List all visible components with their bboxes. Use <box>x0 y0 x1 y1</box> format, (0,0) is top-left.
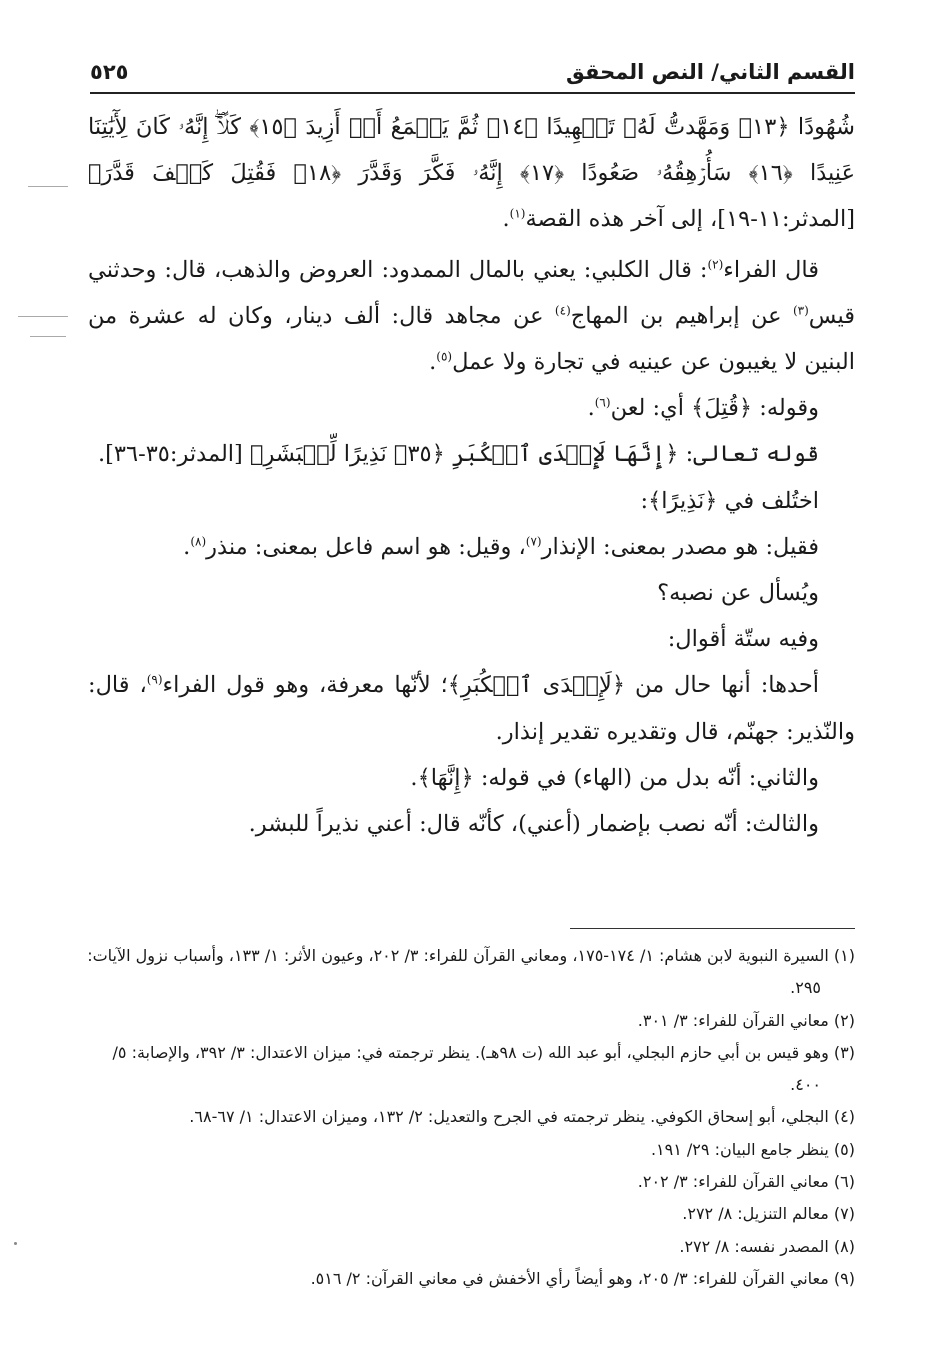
page-number: ٥٢٥ <box>90 60 129 84</box>
footnote-ref: (٤) <box>554 303 571 318</box>
page-header <box>90 54 855 94</box>
paragraph-verse-35: قوله تعالى: ﴿إِنَّهَا لَإِحۡدَى ٱلۡكُبَرِ ﴿٣٥﴾ نَذِيرًا لِّلۡبَشَرِ﴾ [المدثر:٣٥-٣٦]. <box>97 441 819 468</box>
paragraph-question: ويُسأل عن نصبه؟ <box>657 580 819 607</box>
footnote-9: (٩) معاني القرآن للفراء: ٣/ ٢٠٥، وهو أيضاً رأي الأخفش في معاني القرآن: ٢/ ٥١٦. <box>310 1268 855 1288</box>
main-text <box>88 104 855 847</box>
footnote-ref: (٨) <box>190 534 207 549</box>
footnote-ref: (٦) <box>594 395 611 410</box>
margin-mark <box>30 336 66 337</box>
margin-mark <box>28 186 68 187</box>
paragraph-nadhir: اختُلف في ﴿نَذِيرًا﴾: <box>640 487 819 514</box>
footnote-ref: (١) <box>509 206 526 221</box>
paragraph-opinions: فقيل: هو مصدر بمعنى: الإنذار$^{(٧)}$، وقيل: هو اسم فاعل بمعنى: منذر$^{(٨)}$. <box>183 533 819 560</box>
scan-speck <box>14 1242 17 1245</box>
paragraph-six-views: وفيه ستّة أقوال: <box>667 626 819 653</box>
footnote-8: (٨) المصدر نفسه: ٨/ ٢٧٢. <box>679 1236 855 1256</box>
footnote-rule <box>570 928 855 929</box>
footnote-5: (٥) ينظر جامع البيان: ٢٩/ ١٩١. <box>650 1139 855 1159</box>
footnote-4: (٤) البجلي، أبو إسحاق الكوفي. ينظر ترجمته في الجرح والتعديل: ٢/ ١٣٢، وميزان الاعتدال: ١/ ٦٧-٦٨. <box>189 1107 855 1127</box>
footnote-ref: (٩) <box>146 672 163 687</box>
footnote-7: (٧) معالم التنزيل: ٨/ ٢٧٢. <box>682 1204 855 1224</box>
footnote-2: (٢) معاني القرآن للفراء: ٣/ ٣٠١. <box>637 1010 855 1030</box>
footnote-ref: (٧) <box>525 534 542 549</box>
footnote-6: (٦) معاني القرآن للفراء: ٣/ ٢٠٢. <box>637 1172 855 1192</box>
margin-mark <box>18 316 68 317</box>
paragraph-qutila: وقوله: ﴿قُتِلَ﴾ أي: لعن$^{(٦)}$. <box>587 395 819 422</box>
header-rule <box>90 92 855 94</box>
footnotes <box>82 940 855 1295</box>
footnote-ref: (٢) <box>707 257 724 272</box>
paragraph-quran-quote: شُهُودًا ﴿١٣﴾ وَمَهَّدتُّ لَهُۥ تَمۡهِيدًا ﴿١٤﴾ ثُمَّ يَطۡمَعُ أَنۡ أَزِيدَ ﴿١٥﴾ كَلَّآۖ إِنَّهُۥ كَانَ لِأٓيَٰتِنَا عَنِيدًا ﴿١٦﴾ سَأُرۡهِقُهُۥ صَعُودًا ﴿١٧﴾ إِنَّهُۥ فَكَّرَ وَقَدَّرَ ﴿١٨﴾ فَقُتِلَ كَيۡفَ قَدَّرَ﴾ [المدثر:١١-١٩]، إلى آخر هذه القصة$^{(١)}$. <box>88 114 856 233</box>
paragraph-first-view: أحدها: أنها حال من ﴿لَإِحۡدَى ٱلۡكُبَرِ﴾؛ لأنّها معرفة، وهو قول الفراء$^{(٩)}$، قال: والنّذير: جهنّم، قال وتقديره تقدير إنذار. <box>88 672 855 745</box>
footnote-ref: (٣) <box>792 303 809 318</box>
footnote-ref: (٥) <box>436 349 453 364</box>
footnote-1: (١) السيرة النبوية لابن هشام: ١/ ١٧٤-١٧٥، ومعاني القرآن للفراء: ٣/ ٢٠٢، وعيون الأثر: ١/ ١٣٣، وأسباب نزول الآيات: ٢٩٥. <box>87 946 855 998</box>
running-title: القسم الثاني/ النص المحقق <box>566 60 855 84</box>
paragraph-third-view: والثالث: أنّه نصب بإضمار (أعني)، كأنّه قال: أعني نذيراً للبشر. <box>248 811 819 838</box>
footnote-3: (٣) وهو قيس بن أبي حازم البجلي، أبو عبد الله (ت ٩٨هـ). ينظر ترجمته في: ميزان الاعتدال: ٣/ ٣٩٢، والإصابة: ٥/ ٤٠٠. <box>112 1042 855 1095</box>
paragraph-farra: قال الفراء$^{(٢)}$: قال الكلبي: يعني بالمال الممدود: العروض والذهب، قال: وحدثني قيس$^{(٣)}$ عن إبراهيم بن المهاج$^{(٤)}$ عن مجاهد قال: ألف دينار، وكان له عشرة من البنين لا يغيبون عن عينيه في تجارة ولا عمل$^{(٥)}$. <box>88 256 855 376</box>
paragraph-second-view: والثاني: أنّه بدل من (الهاء) في قوله: ﴿إِنَّهَا﴾. <box>410 764 819 791</box>
